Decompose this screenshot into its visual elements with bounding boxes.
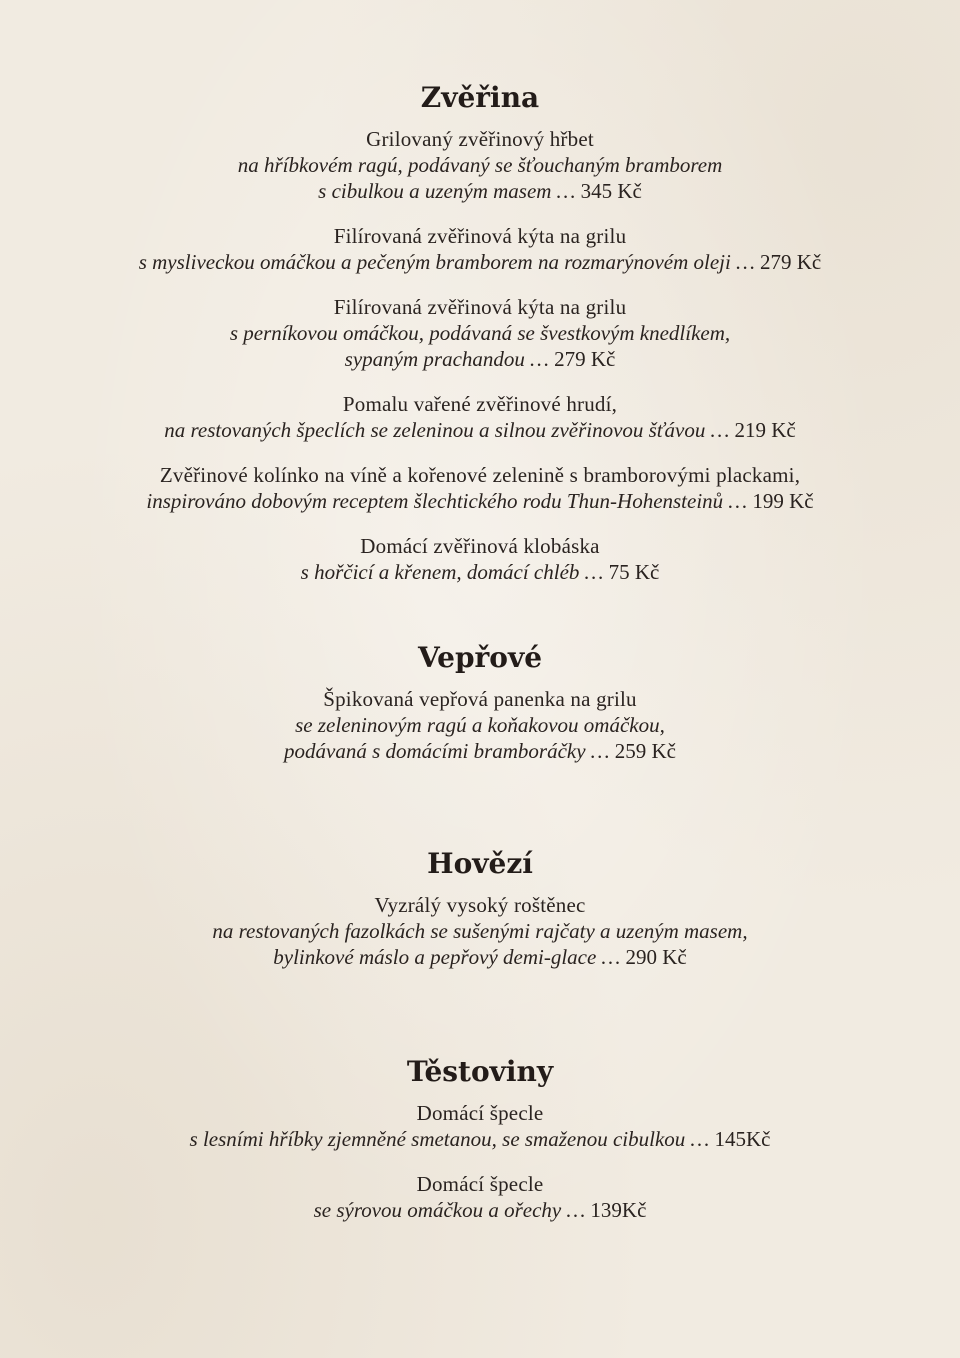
item-desc-line: s perníkovou omáčkou, podávaná se švestkovým knedlíkem, xyxy=(229,321,731,345)
item-desc-line xyxy=(0,488,960,514)
item-name: Filírovaná zvěřinová kýta na grilu xyxy=(333,224,627,248)
menu-item xyxy=(0,1100,960,1152)
item-name: Domácí špecle xyxy=(416,1172,544,1196)
section-title: Hovězí xyxy=(427,847,533,880)
section-veprove xyxy=(0,640,960,764)
item-desc-text: se sýrovou omáčkou a ořechy … xyxy=(313,1198,586,1222)
item-desc-line: na hříbkovém ragú, podávaný se šťouchaným bramborem xyxy=(237,153,723,177)
menu-item xyxy=(0,294,960,372)
item-price: 219 Kč xyxy=(734,418,796,442)
item-name: Zvěřinové kolínko na víně a kořenové zelenině s bramborovými plackami, xyxy=(159,463,801,487)
item-price: 290 Kč xyxy=(625,945,687,969)
section-zverina xyxy=(0,80,960,585)
item-name: Vyzrálý vysoký roštěnec xyxy=(374,893,586,917)
item-desc-text: s lesními hříbky zjemněné smetanou, se smaženou cibulkou … xyxy=(189,1127,710,1151)
item-desc-text: na restovaných špeclích se zeleninou a silnou zvěřinovou šťávou … xyxy=(164,418,730,442)
item-desc-line: na restovaných fazolkách se sušenými rajčaty a uzeným masem, xyxy=(212,919,748,943)
section-title: Těstoviny xyxy=(406,1055,554,1088)
item-price: 279 Kč xyxy=(760,250,822,274)
item-desc-line xyxy=(0,346,960,372)
item-desc-line xyxy=(0,944,960,970)
item-desc-text: bylinkové máslo a pepřový demi-glace … xyxy=(273,945,621,969)
item-desc-line xyxy=(0,738,960,764)
menu-item xyxy=(0,1171,960,1223)
item-desc-text: inspirováno dobovým receptem šlechtického rodu Thun-Hohensteinů … xyxy=(146,489,748,513)
item-desc-line xyxy=(0,417,960,443)
menu-item xyxy=(0,126,960,204)
section-title: Zvěřina xyxy=(420,81,540,114)
item-price: 199 Kč xyxy=(752,489,814,513)
item-desc-line xyxy=(0,249,960,275)
item-price: 75 Kč xyxy=(608,560,660,584)
item-desc-line: se zeleninovým ragú a koňakovou omáčkou, xyxy=(295,713,665,737)
item-name: Pomalu vařené zvěřinové hrudí, xyxy=(342,392,618,416)
item-desc-text: podávaná s domácími bramboráčky … xyxy=(284,739,610,763)
item-name: Grilovaný zvěřinový hřbet xyxy=(366,127,594,151)
item-name: Domácí zvěřinová klobáska xyxy=(360,534,600,558)
section-hovezi xyxy=(0,846,960,970)
menu-item xyxy=(0,533,960,585)
section-title: Vepřové xyxy=(417,641,543,674)
menu-item xyxy=(0,686,960,764)
item-price: 279 Kč xyxy=(554,347,616,371)
section-testoviny xyxy=(0,1054,960,1223)
item-price: 139Kč xyxy=(590,1198,647,1222)
item-desc-text: s cibulkou a uzeným masem … xyxy=(318,179,576,203)
item-desc-line xyxy=(0,1197,960,1223)
menu-item xyxy=(0,462,960,514)
item-desc-line xyxy=(0,559,960,585)
item-desc-text: s mysliveckou omáčkou a pečeným bramborem na rozmarýnovém oleji … xyxy=(138,250,755,274)
item-price: 145Kč xyxy=(714,1127,771,1151)
item-price: 259 Kč xyxy=(614,739,676,763)
item-name: Filírovaná zvěřinová kýta na grilu xyxy=(333,295,627,319)
item-name: Špikovaná vepřová panenka na grilu xyxy=(323,687,637,711)
item-name: Domácí špecle xyxy=(416,1101,544,1125)
menu-item xyxy=(0,892,960,970)
item-desc-text: s hořčicí a křenem, domácí chléb … xyxy=(300,560,604,584)
item-price: 345 Kč xyxy=(580,179,642,203)
menu-item xyxy=(0,391,960,443)
item-desc-line xyxy=(0,1126,960,1152)
menu-item xyxy=(0,223,960,275)
item-desc-line xyxy=(0,178,960,204)
item-desc-text: sypaným prachandou … xyxy=(344,347,549,371)
